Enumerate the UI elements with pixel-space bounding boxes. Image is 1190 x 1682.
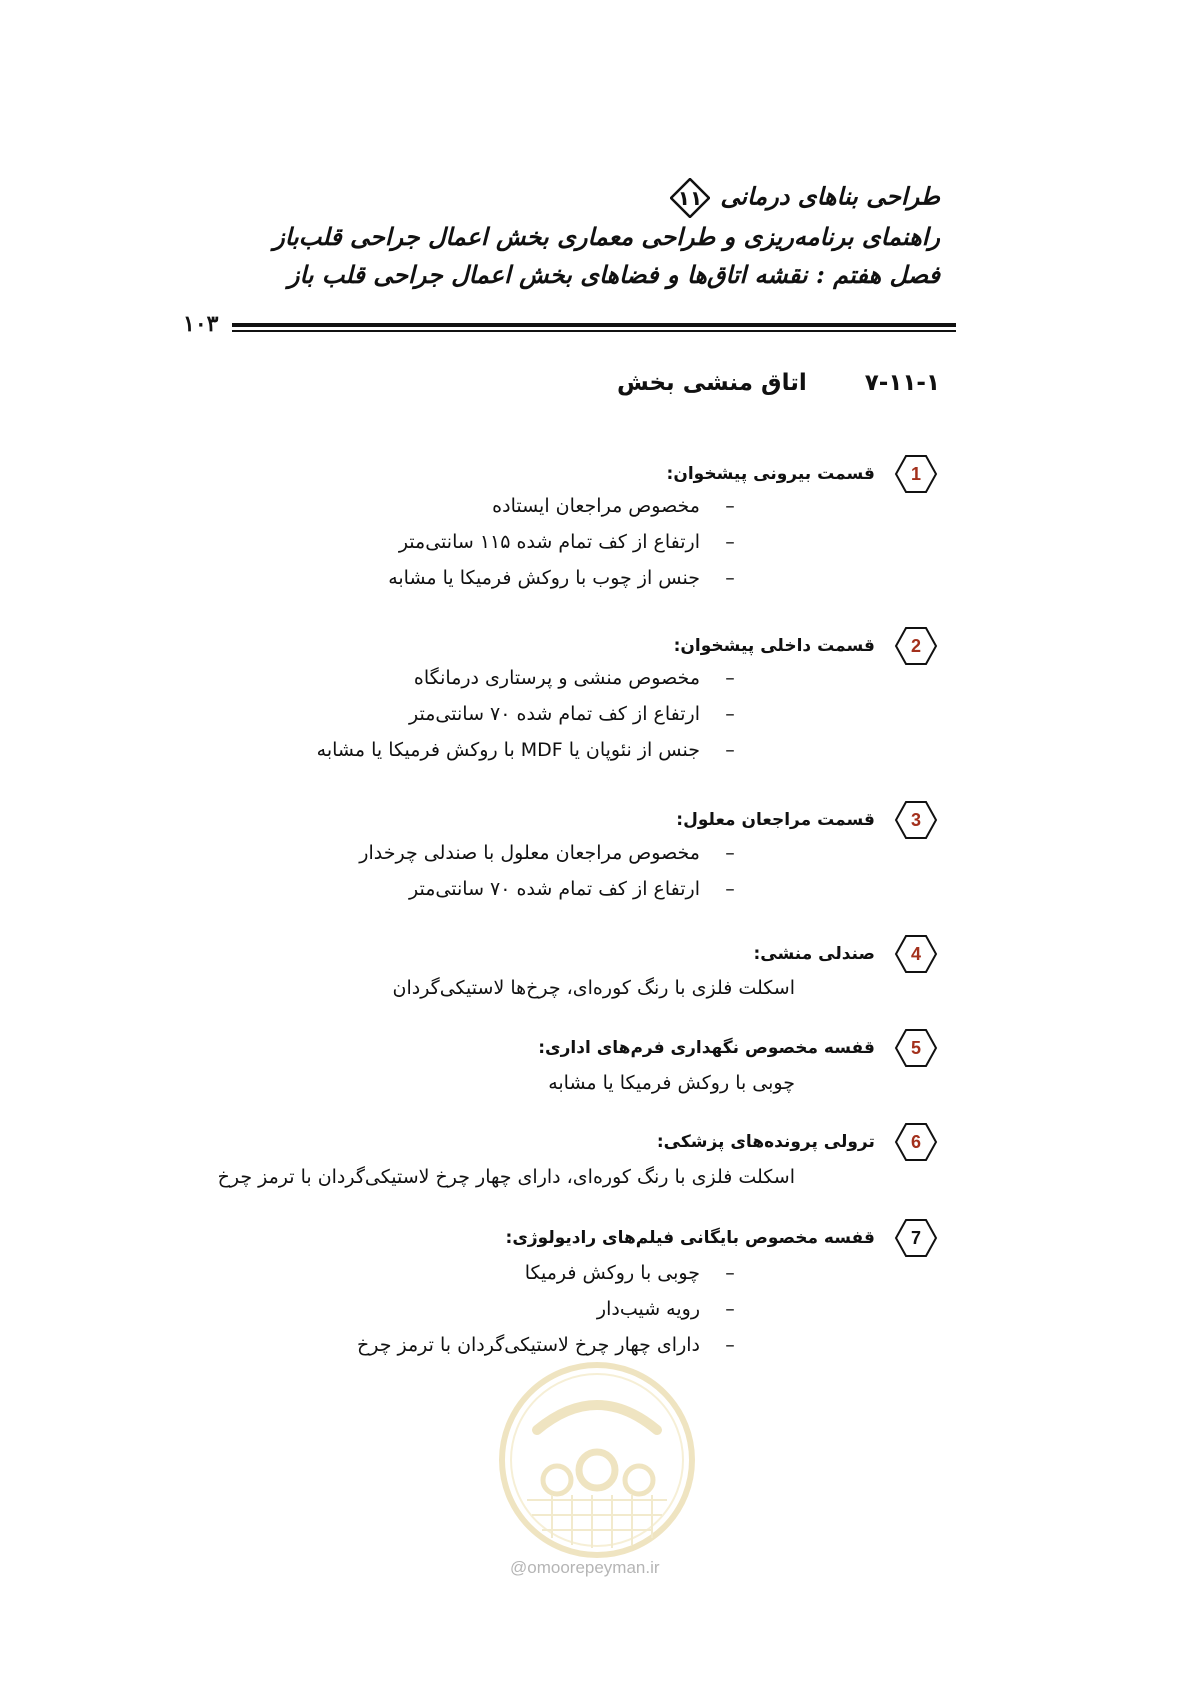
number-badge-icon (894, 454, 938, 494)
bullet-dash: – (725, 703, 735, 725)
item-5-label: قفسه مخصوص نگهداری فرم‌های اداری: (538, 1038, 875, 1058)
item-6-label: ترولی پرونده‌های پزشکی: (656, 1132, 875, 1152)
item-4-heading (753, 934, 938, 974)
item-7-bullet-1: –چوبی با روکش فرمیکا (525, 1262, 750, 1284)
section-heading (617, 370, 940, 396)
item-7-badge-number: 7 (910, 1228, 921, 1248)
item-1-bullet-1: –مخصوص مراجعان ایستاده (492, 495, 750, 517)
item-5-heading (538, 1028, 938, 1068)
item-3-heading (676, 800, 938, 840)
bullet-dash: – (725, 531, 735, 553)
series-number-badge (670, 178, 710, 218)
number-badge-icon (894, 1218, 938, 1258)
header-rule-thin (232, 330, 956, 332)
header-line-2: راهنمای برنامه‌ریزی و طراحی معماری بخش اعمال جراحی قلب‌باز (273, 222, 940, 251)
bullet-dash: – (725, 667, 735, 689)
section-title: اتاق منشی بخش (616, 370, 807, 396)
section-number: ۷-۱۱-۱ (864, 370, 940, 396)
item-5-badge-number: 5 (910, 1038, 921, 1058)
bullet-dash: – (725, 567, 735, 589)
bullet-dash: – (725, 878, 735, 900)
item-6-heading (657, 1122, 938, 1162)
number-badge-icon (894, 1028, 938, 1068)
item-1-heading (667, 454, 938, 494)
header-line-1 (668, 178, 940, 218)
bullet-dash: – (725, 1262, 735, 1284)
item-3-badge-number: 3 (910, 810, 921, 830)
number-badge-icon (894, 800, 938, 840)
item-2-heading (674, 626, 938, 666)
item-2-label: قسمت داخلی پیشخوان: (673, 636, 875, 656)
item-6-badge-number: 6 (910, 1132, 921, 1152)
item-2-badge-number: 2 (910, 636, 921, 656)
page-number: ۱۰۳ (183, 311, 219, 337)
bullet-dash: – (725, 495, 735, 517)
bullet-dash: – (725, 739, 735, 761)
watermark-site: @omoorepeyman.ir (510, 1558, 660, 1577)
item-1-bullet-3: –جنس از چوب با روکش فرمیکا یا مشابه (388, 567, 750, 589)
item-7-bullet-3: –دارای چهار چرخ لاستیکی‌گردان با ترمز چرخ (357, 1334, 750, 1356)
item-7-label: قفسه مخصوص بایگانی فیلم‌های رادیولوژی: (505, 1228, 875, 1248)
item-6-description: اسکلت فلزی با رنگ کوره‌ای، دارای چهار چرخ لاستیکی‌گردان با ترمز چرخ (217, 1166, 795, 1188)
item-4-badge-number: 4 (910, 944, 921, 964)
item-4-description: اسکلت فلزی با رنگ کوره‌ای، چرخ‌ها لاستیکی‌گردان (392, 977, 795, 999)
bullet-dash: – (725, 1298, 735, 1320)
item-3-bullet-1: –مخصوص مراجعان معلول با صندلی چرخدار (359, 842, 750, 864)
number-badge-icon (894, 934, 938, 974)
item-3-label: قسمت مراجعان معلول: (676, 810, 875, 830)
item-5-description: چوبی با روکش فرمیکا یا مشابه (548, 1072, 795, 1094)
item-1-label: قسمت بیرونی پیشخوان: (666, 464, 875, 484)
item-1-badge-number: 1 (910, 464, 921, 484)
item-1-bullet-2: –ارتفاع از کف تمام شده ۱۱۵ سانتی‌متر (399, 531, 750, 553)
item-2-bullet-3: –جنس از نئوپان یا MDF با روکش فرمیکا یا مشابه (317, 739, 750, 761)
item-2-bullet-1: –مخصوص منشی و پرستاری درمانگاه (414, 667, 750, 689)
item-3-bullet-2: –ارتفاع از کف تمام شده ۷۰ سانتی‌متر (409, 878, 750, 900)
header-line-3: فصل هفتم : نقشه اتاق‌ها و فضاهای بخش اعمال جراحی قلب باز (287, 260, 940, 289)
bullet-dash: – (725, 842, 735, 864)
watermark-logo-icon (497, 1360, 697, 1560)
item-7-heading (506, 1218, 938, 1258)
item-7-bullet-2: –رویه شیب‌دار (597, 1298, 750, 1320)
header-rule-thick (232, 323, 956, 327)
item-2-bullet-2: –ارتفاع از کف تمام شده ۷۰ سانتی‌متر (409, 703, 750, 725)
number-badge-icon (894, 626, 938, 666)
item-4-label: صندلی منشی: (753, 944, 875, 964)
bullet-dash: – (725, 1334, 735, 1356)
header-book-title: طراحی بناهای درمانی (720, 181, 940, 211)
series-number: ۱۱ (677, 186, 703, 210)
number-badge-icon (894, 1122, 938, 1162)
